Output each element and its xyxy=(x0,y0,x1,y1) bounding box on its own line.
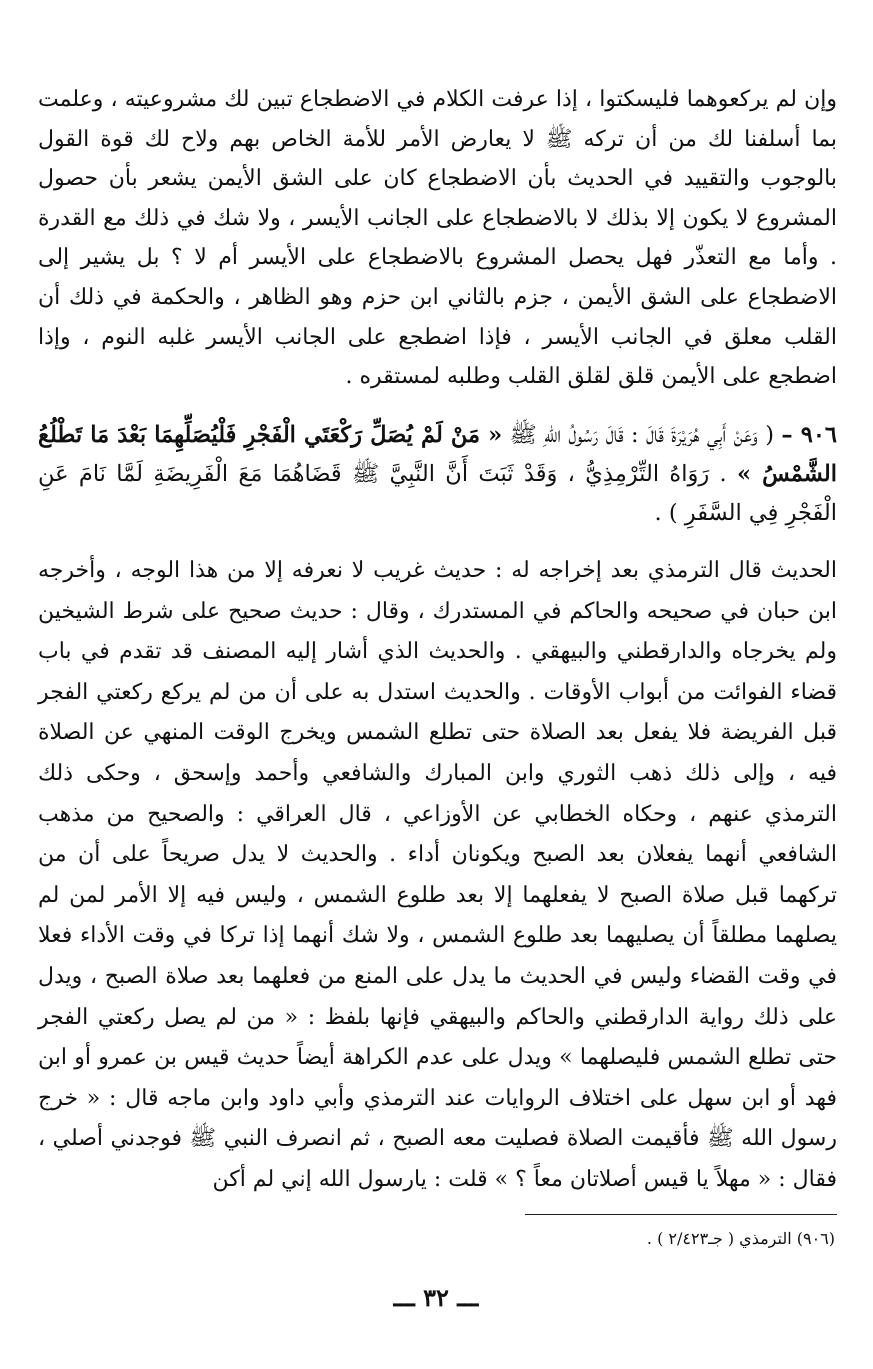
footnote-divider xyxy=(525,1214,837,1215)
hadith-paragraph xyxy=(38,416,837,533)
hadith-number: ٩٠٦ – xyxy=(781,422,837,448)
footnote: (٩٠٦) الترمذي ( جـ٢/٤٢٣ ) . xyxy=(646,1229,835,1248)
hadith-quote: « مَنْ لَمْ يُصَلِّ رَكْعَتَي الْفَجْرِ فَلْيُصَلِّهِمَا بَعْدَ مَا تَطْلُعُ الشَّمْسُ » xyxy=(38,422,837,487)
hadith-rest: . رَوَاهُ التِّرْمِذِيُّ ، وَقَدْ ثَبَتَ أَنَّ النَّبِيَّ ﷺ قَضَاهُمَا مَعَ الْفَرِيضَةِ لَمَّا نَامَ عَنِ الْفَجْرِ فِي السَّفَرِ ) . xyxy=(38,461,837,526)
paragraph-commentary-2: الحديث قال الترمذي بعد إخراجه له : حديث غريب لا نعرفه إلا من هذا الوجه ، وأخرجه ابن حبان في صحيحه والحاكم في المستدرك ، وقال : حديث صحيح على شرط الشيخين ولم يخرجاه والدارقطني والبيهقي . والحديث الذي أشار إليه المصنف قد تقدم في باب قضاء الفوائت من أبواب الأوقات . والحديث استدل به على أن من لم يركع ركعتي الفجر قبل الفريضة فلا يفعل بعد الصلاة حتى تطلع الشمس ويخرج الوقت المنهي عن الصلاة فيه ، وإلى ذلك ذهب الثوري وابن المبارك والشافعي وأحمد وإسحق ، وحكى ذلك الترمذي عنهم ، وحكاه الخطابي عن الأوزاعي ، قال العراقي : والصحيح من مذهب الشافعي أنهما يفعلان بعد الصبح ويكونان أداء . والحديث لا يدل صريحاً على أن من تركهما قبل صلاة الصبح لا يفعلهما إلا بعد طلوع الشمس ، وليس فيه إلا الأمر لمن لم يصلهما مطلقاً أن يصليهما بعد طلوع الشمس ، ولا شك أنهما إذا تركا في وقت الأداء فعلا في وقت القضاء وليس في الحديث ما يدل على المنع من فعلهما بعد صلاة الصبح ، ويدل على ذلك رواية الدارقطني والحاكم والبيهقي فإنها بلفظ : « من لم يصل ركعتي الفجر حتى تطلع الشمس فليصلهما » ويدل على عدم الكراهة أيضاً حديث قيس بن عمرو أو ابن فهد أو ابن سهل على اختلاف الروايات عند الترمذي وأبي داود وابن ماجه قال : « خرج رسول الله ﷺ فأقيمت الصلاة فصليت معه الصبح ، ثم انصرف النبي ﷺ فوجدني أصلي ، فقال : « مهلاً يا قيس أصلاتان معاً ؟ » قلت : يارسول الله إني لم أكن xyxy=(38,558,837,1192)
paragraph-commentary-1: وإن لم يركعوهما فليسكتوا ، إذا عرفت الكلام في الاضطجاع تبين لك مشروعيته ، وعلمت بما أسلفنا لك من أن تركه ﷺ لا يعارض الأمر للأمة الخاص بهم ولاح لك قوة القول بالوجوب والتقييد في الحديث بأن الاضطجاع كان على الشق الأيمن يشعر بأن حصول المشروع لا يكون إلا بذلك لا بالاضطجاع على الجانب الأيسر ، ولا شك في ذلك مع القدرة . وأما مع التعذّر فهل يحصل المشروع بالاضطجاع على الأيسر أم لا ؟ بل يشير إلى الاضطجاع على الشق الأيمن ، جزم بالثاني ابن حزم وهو الظاهر ، والحكمة في ذلك أن القلب معلق في الجانب الأيسر ، فإذا اضطجع على الجانب الأيسر غلبه النوم ، وإذا اضطجع على الأيمن قلق لقلق القلب وطلبه لمستقره . xyxy=(38,87,837,390)
hadith-intro: ( وَعَنْ أَبِي هُرَيْرَةَ قَالَ : قَالَ رَسُولُ اللهِ ﷺ xyxy=(509,422,774,448)
page-number: ـــ ٣٢ ـــ xyxy=(393,1283,479,1312)
